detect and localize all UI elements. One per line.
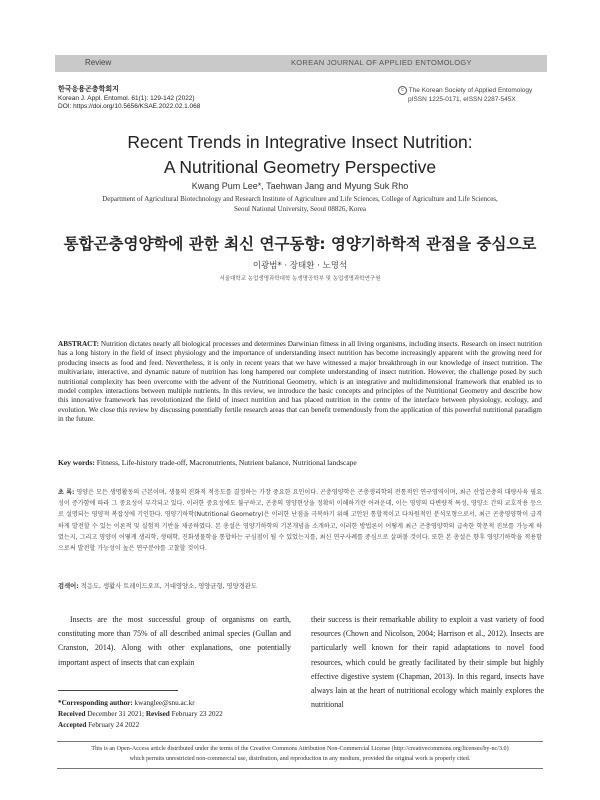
affiliation <box>60 194 540 214</box>
keywords-label: Key words: <box>58 458 95 467</box>
affiliation-line-1: Department of Agricultural Biotechnology and Research Institute of Agriculture and Life Sciences, College of Agriculture and Life Sciences, <box>102 195 498 203</box>
section-label: Review <box>85 58 112 67</box>
abstract <box>58 340 542 425</box>
keywords-text: Fitness, Life-history trade-off, Macronutrients, Nutrient balance, Nutritional landscape <box>94 458 357 467</box>
corresponding-label: *Corresponding author: <box>58 699 133 707</box>
citation-block <box>58 86 200 112</box>
copyright-icon: c <box>398 86 407 95</box>
header-bar <box>55 55 547 72</box>
korean-affiliation: 서울대학교 농업생명과학대학 농생명공학부 및 농업생명과학연구원 <box>219 276 381 282</box>
accepted-date: February 24 2022 <box>86 720 140 729</box>
body-text-left: Insects are the most successful group of organisms on earth, constituting more than 75% of all described animal species (Gullan and Cranston, 2014). Along with other explanations, one potentially important aspect of insects that can explain <box>58 615 291 667</box>
body-text-right: their success is their remarkable ability to exploit a vast variety of food resources (Chown and Nicolson, 2004; Harrison et al., 2012). Insects are particularly well known for their rapid adaptations to novel food resources, which could be greatly facilitated by their simple but highly effective digestive system (Chapman, 2013). In this regard, insects have always lain at the heart of nutritional ecology which mainly explores the nutritional <box>311 615 544 710</box>
footnote-rule <box>58 690 178 691</box>
paper-title <box>0 130 600 180</box>
society-name: The Korean Society of Applied Entomology <box>408 87 533 95</box>
korean-abstract-label: 초 록: <box>58 489 75 496</box>
keywords <box>58 458 542 467</box>
korean-title: 통합곤충영양학에 관한 최신 연구동향: 영양기하학적 관점을 중심으로 <box>63 235 537 253</box>
citation: Korean J. Appl. Entomol. 61(1): 129-142 (2022) <box>58 94 195 102</box>
license-line-2: which permits unrestricted non-commercial use, distribution, and reproduction in any medium, provided the original work is properly cited. <box>129 756 471 762</box>
accepted-label: Accepted <box>58 720 87 729</box>
issn: pISSN 1225-0171, eISSN 2287-545X <box>408 95 516 103</box>
revised-date: February 23 2022 <box>169 709 223 718</box>
authors: Kwang Pum Lee*, Taehwan Jang and Myung Suk Rho <box>191 181 409 191</box>
journal-name: KOREAN JOURNAL OF APPLIED ENTOMOLOGY <box>291 58 472 67</box>
title-line-2: A Nutritional Geometry Perspective <box>163 157 437 177</box>
korean-keywords-text: 적응도, 생활사 트레이드오프, 거대영양소, 영양균형, 영양경관도 <box>78 583 257 590</box>
correspondence-block <box>58 698 298 730</box>
abstract-label: ABSTRACT: <box>58 340 100 348</box>
korean-keywords-label: 검색어: <box>58 583 79 590</box>
korean-abstract-text: 영양은 모든 생명활동의 근본이며, 생물의 진화적 적응도를 결정하는 가장 중요한 요인이다. 곤충영양학은 곤충생리학의 전통적인 연구영역이며, 최근 산업곤충의 대량사육 필요성이 증가함에 따라 그 중요성이 부각되고 있다. 이러한 중요성에도 불구하고, 곤충의 영양현상을 정확히 이해하기란 어려운데, 이는 영양의 다변량적 특성, 영양소 간의 교호작용 등으로 설명되는 영양적 복잡성에 기인한다. 영양기하학(Nutritional Geometry)은 이러한 난점을 극복하기 위해 고안된 통합적이고 다차원적인 분석모형으로서, 최근 곤충영양학이 급격하게 발전할 수 있는 이론적 및 실험적 기반을 제공하였다. 본 총설은 영양기하학의 기본개념을 소개하고, 이러한 방법론이 어떻게 최근 곤충영양학의 급속한 학문적 진보를 가능케 하였는지, 그리고 영양이 어떻게 생리학, 생태학, 진화생물학을 통합하는 구심점이 될 수 있었는지를, 최신 연구사례를 중심으로 살펴볼 것이다. 또한 본 총설은 향후 영양기하학을 적용함으로써 발전할 가능성이 높은 연구분야를 고찰할 것이다. <box>58 489 542 553</box>
doi-link[interactable]: DOI: https://doi.org/10.5656/KSAE.2022.02.1.068 <box>58 103 201 110</box>
journal-korean-name: 한국응용곤충학회지 <box>58 86 119 93</box>
received-date: December 31 2021; <box>85 709 145 718</box>
corresponding-email[interactable]: kwanglee@snu.ac.kr <box>132 699 195 707</box>
license-notice <box>57 741 543 769</box>
affiliation-line-2: Seoul National University, Seoul 08826, Korea <box>234 205 366 213</box>
society-block <box>398 86 544 104</box>
title-line-1: Recent Trends in Integrative Insect Nutrition: <box>127 132 473 152</box>
korean-authors: 이광범* · 장태환 · 노명석 <box>252 261 348 271</box>
received-label: Received <box>58 709 86 718</box>
korean-abstract <box>58 487 542 554</box>
korean-keywords <box>58 581 542 590</box>
license-line-1: This is an Open-Access article distributed under the terms of the Creative Commons Attribution Non-Commercial License (http://creativecommons.org/licenses/by-nc/3.0) <box>91 746 509 752</box>
abstract-text: Nutrition dictates nearly all biological processes and determines Darwinian fitness in all living organisms, including insects. Research on insect nutrition has a long history in the field of insect physiology and the importance of understanding insect nutrition has become increasingly apparent with the growing need for producing insects as food and feed. Nevertheless, it is only in recent years that we have witnessed a major breakthrough in our knowledge of insect nutrition. The multivariate, interactive, and dynamic nature of nutrition has long hampered our complete understanding of insect nutrition. However, the challenge posed by such nutritional complexity has been overcome with the advent of the Nutritional Geometry, which is an integrative and multidimensional framework that enabled us to model complex interactions between multiple nutrients. In this review, we introduce the basic concepts and principles of the Nutritional Geometry and describe how this innovative framework has revolutionized the field of insect nutrition and has placed nutrition in the centre of the interface between physiology, ecology, and evolution. We close this review by discussing potentially fertile research areas that can benefit tremendously from the application of this powerful nutritional paradigm in the future. <box>58 340 542 424</box>
revised-label: Revised <box>144 709 170 718</box>
